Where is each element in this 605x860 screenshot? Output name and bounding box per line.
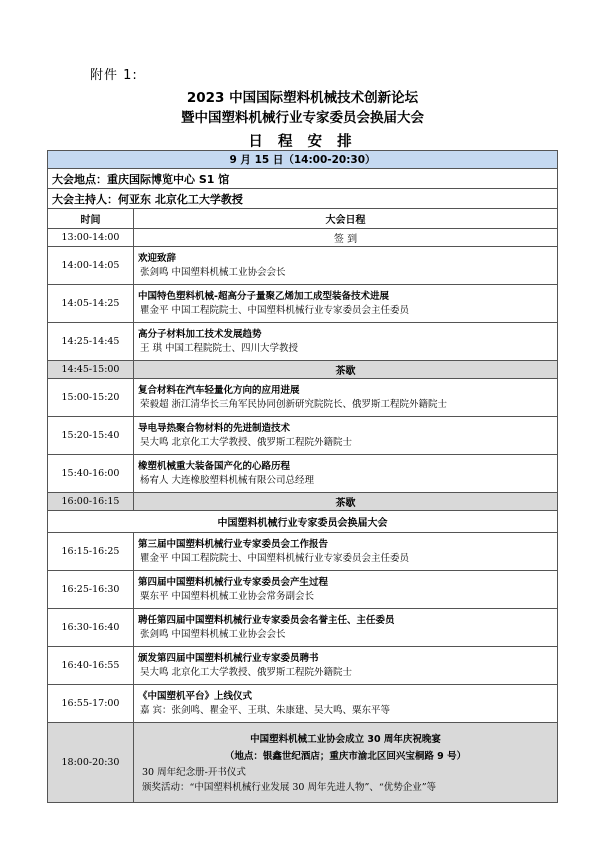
agenda-header: 大会日程 <box>134 209 558 229</box>
row-time: 14:05-14:25 <box>48 285 134 323</box>
row-time: 16:15-16:25 <box>48 533 134 571</box>
table-row <box>48 647 558 685</box>
table-row <box>48 609 558 647</box>
table-row <box>48 285 558 323</box>
talk-title: 导电导热聚合物材料的先进制造技术 <box>138 422 291 434</box>
row-time: 16:55-17:00 <box>48 685 134 723</box>
speaker: 王 琪 中国工程院院士、四川大学教授 <box>140 342 299 354</box>
row-time: 14:00-14:05 <box>48 247 134 285</box>
row-time: 14:45-15:00 <box>48 361 134 379</box>
row-time: 16:30-16:40 <box>48 609 134 647</box>
agenda-cell <box>134 647 558 685</box>
speaker: 嘉 宾：张剑鸣、瞿金平、王琪、朱康建、吴大鸣、粟东平等 <box>140 704 391 716</box>
speaker: 吴大鸣 北京化工大学教授、俄罗斯工程院外籍院士 <box>140 666 353 678</box>
schedule-table <box>47 150 558 803</box>
speaker: 吴大鸣 北京化工大学教授、俄罗斯工程院外籍院士 <box>140 436 353 448</box>
talk-title: 中国特色塑料机械-超高分子量聚乙烯加工成型装备技术进展 <box>138 290 389 302</box>
agenda-cell <box>134 685 558 723</box>
row-time: 16:25-16:30 <box>48 571 134 609</box>
header-row <box>48 209 558 229</box>
title-line-2: 暨中国塑料机械行业专家委员会换届大会 <box>181 110 424 126</box>
agenda-cell <box>134 533 558 571</box>
table-row <box>48 685 558 723</box>
row-time: 16:40-16:55 <box>48 647 134 685</box>
gala-location: （地点：银鑫世纪酒店；重庆市渝北区回兴宝桐路 9 号） <box>224 750 467 762</box>
speaker: 张剑鸣 中国塑料机械工业协会会长 <box>140 628 286 640</box>
host-row <box>48 189 558 209</box>
table-row <box>48 247 558 285</box>
table-row <box>48 455 558 493</box>
checkin-label: 签 到 <box>134 229 558 247</box>
speaker: 瞿金平 中国工程院院士、中国塑料机械行业专家委员会主任委员 <box>140 552 410 564</box>
speaker: 荣毅超 浙江清华长三角军民协同创新研究院院长、俄罗斯工程院外籍院士 <box>140 398 448 410</box>
gala-cell <box>134 723 558 803</box>
table-row <box>48 571 558 609</box>
talk-title: 橡塑机械重大装备国产化的心路历程 <box>138 460 291 472</box>
time-header: 时间 <box>48 209 134 229</box>
talk-title: 第四届中国塑料机械行业专家委员会产生过程 <box>138 576 329 588</box>
gala-awards: 颁奖活动：“中国塑料机械行业发展 30 周年先进人物”、“优势企业”等 <box>142 781 437 793</box>
schedule-heading: 日 程 安 排 <box>248 134 357 150</box>
speaker: 张剑鸣 中国塑料机械工业协会会长 <box>140 266 286 278</box>
date-banner-row <box>48 151 558 169</box>
section-title: 中国塑料机械行业专家委员会换届大会 <box>48 511 558 533</box>
table-row <box>48 229 558 247</box>
date-banner: 9 月 15 日（14:00-20:30） <box>48 151 558 169</box>
gala-row <box>48 723 558 803</box>
talk-title: 复合材料在汽车轻量化方向的应用进展 <box>138 384 300 396</box>
gala-ceremony: 30 周年纪念册-开书仪式 <box>142 766 246 778</box>
section-row <box>48 511 558 533</box>
agenda-cell <box>134 323 558 361</box>
venue-row <box>48 169 558 189</box>
agenda-cell <box>134 417 558 455</box>
table-row <box>48 417 558 455</box>
agenda-cell <box>134 609 558 647</box>
agenda-cell <box>134 247 558 285</box>
agenda-cell <box>134 571 558 609</box>
talk-title: 颁发第四届中国塑料机械行业专家委员聘书 <box>138 652 319 664</box>
agenda-cell <box>134 379 558 417</box>
speaker: 粟东平 中国塑料机械工业协会常务副会长 <box>140 590 315 602</box>
host-text: 大会主持人：何亚东 北京化工大学教授 <box>48 189 558 209</box>
talk-title: 《中国塑机平台》上线仪式 <box>138 690 253 702</box>
table-row <box>48 533 558 571</box>
tea-break-row <box>48 493 558 511</box>
row-time: 16:00-16:15 <box>48 493 134 511</box>
talk-title: 欢迎致辞 <box>138 252 177 264</box>
speaker: 瞿金平 中国工程院院士、中国塑料机械行业专家委员会主任委员 <box>140 304 410 316</box>
row-time: 15:20-15:40 <box>48 417 134 455</box>
tea-break-label: 茶歇 <box>134 361 558 379</box>
table-row <box>48 379 558 417</box>
agenda-cell <box>134 285 558 323</box>
row-time: 15:40-16:00 <box>48 455 134 493</box>
talk-title: 聘任第四届中国塑料机械行业专家委员会名誉主任、主任委员 <box>138 614 395 626</box>
row-time: 13:00-14:00 <box>48 229 134 247</box>
agenda-cell <box>134 455 558 493</box>
speaker: 杨宥人 大连橡胶塑料机械有限公司总经理 <box>140 474 315 486</box>
venue-text: 大会地点：重庆国际博览中心 S1 馆 <box>48 169 558 189</box>
table-row <box>48 323 558 361</box>
row-time: 14:25-14:45 <box>48 323 134 361</box>
talk-title: 高分子材料加工技术发展趋势 <box>138 328 262 340</box>
attachment-label: 附件 1: <box>90 68 138 83</box>
gala-title: 中国塑料机械工业协会成立 30 周年庆祝晚宴 <box>250 733 441 745</box>
title-line-1: 2023 中国国际塑料机械技术创新论坛 <box>186 90 419 106</box>
tea-break-label: 茶歇 <box>134 493 558 511</box>
row-time: 15:00-15:20 <box>48 379 134 417</box>
row-time: 18:00-20:30 <box>48 723 134 803</box>
tea-break-row <box>48 361 558 379</box>
talk-title: 第三届中国塑料机械行业专家委员会工作报告 <box>138 538 329 550</box>
